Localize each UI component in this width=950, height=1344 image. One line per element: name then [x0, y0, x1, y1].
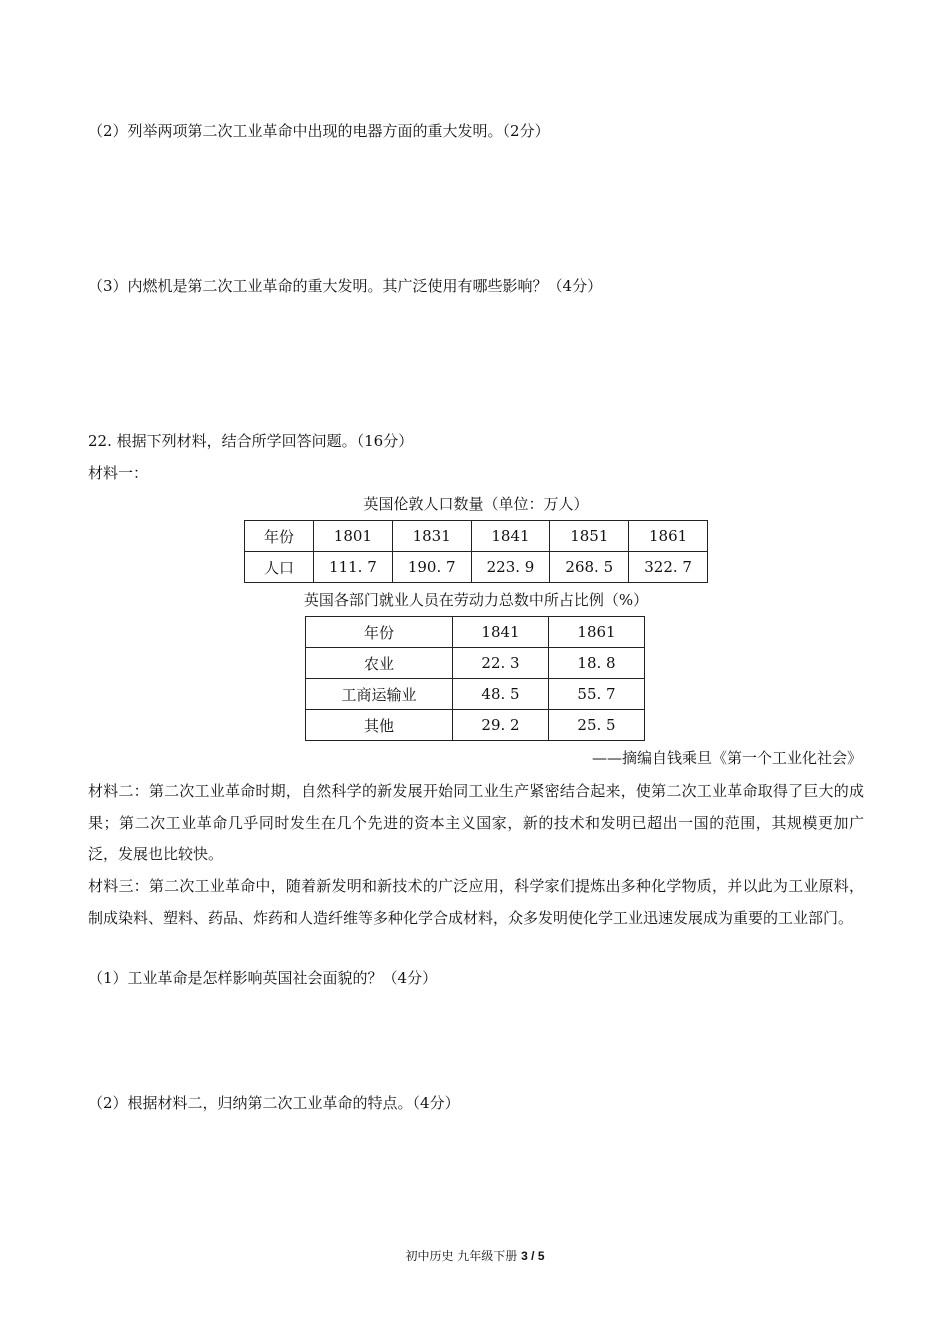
table-cell: 年份 [306, 617, 453, 648]
table-cell: 111. 7 [314, 552, 393, 583]
table-cell: 1861 [549, 617, 645, 648]
table-cell: 农业 [306, 648, 453, 679]
table-row [245, 552, 708, 583]
material-2-paragraph: 材料二：第二次工业革命时期，自然科学的新发展开始同工业生产紧密结合起来，使第二次工业革命取得了巨大的成果；第二次工业革命几乎同时发生在几个先进的资本主义国家，新的技术和发明已超出一国的范围，其规模更加广泛，发展也比较快。 [88, 782, 864, 863]
table-cell: 25. 5 [549, 710, 645, 741]
material-3-paragraph: 材料三：第二次工业革命中，随着新发明和新技术的广泛应用，科学家们提炼出多种化学物质，并以此为工业原料，制成染料、塑料、药品、炸药和人造纤维等多种化学合成材料，众多发明使化学工业迅速发展成为重要的工业部门。 [88, 877, 864, 927]
footer-label: 初中历史 九年级下册 [405, 1249, 518, 1263]
table-cell: 1851 [550, 521, 629, 552]
material-1-label: 材料一： [88, 464, 149, 482]
table-cell: 190. 7 [392, 552, 471, 583]
table-cell: 322. 7 [629, 552, 708, 583]
source-citation: ——摘编自钱乘旦《第一个工业化社会》 [591, 749, 862, 767]
table-cell: 22. 3 [453, 648, 549, 679]
table-cell: 其他 [306, 710, 453, 741]
question-22-heading: 22. 根据下列材料，结合所学回答问题。（16分） [88, 432, 414, 450]
table-2-title: 英国各部门就业人员在劳动力总数中所占比例（%） [303, 591, 649, 609]
employment-table [305, 616, 645, 741]
table-1-title: 英国伦敦人口数量（单位：万人） [363, 495, 589, 513]
table-cell: 人口 [245, 552, 314, 583]
table-cell: 1801 [314, 521, 393, 552]
table-cell: 29. 2 [453, 710, 549, 741]
table-cell: 18. 8 [549, 648, 645, 679]
table-row [306, 679, 645, 710]
table-cell: 223. 9 [471, 552, 550, 583]
table-row [306, 648, 645, 679]
question-21-2: （2）列举两项第二次工业革命中出现的电器方面的重大发明。（2分） [88, 122, 550, 140]
table-cell: 1831 [392, 521, 471, 552]
table-cell: 48. 5 [453, 679, 549, 710]
page-footer [0, 1247, 950, 1264]
page-number: 3 / 5 [521, 1249, 545, 1263]
table-cell: 1841 [471, 521, 550, 552]
table-row [306, 617, 645, 648]
question-22-1: （1）工业革命是怎样影响英国社会面貌的？（4分） [88, 969, 438, 987]
question-21-3: （3）内燃机是第二次工业革命的重大发明。其广泛使用有哪些影响？（4分） [88, 277, 603, 295]
population-table [244, 520, 708, 583]
table-cell: 1841 [453, 617, 549, 648]
table-cell: 年份 [245, 521, 314, 552]
table-cell: 268. 5 [550, 552, 629, 583]
table-cell: 1861 [629, 521, 708, 552]
table-cell: 55. 7 [549, 679, 645, 710]
table-row [245, 521, 708, 552]
table-row [306, 710, 645, 741]
table-cell: 工商运输业 [306, 679, 453, 710]
question-22-2: （2）根据材料二，归纳第二次工业革命的特点。（4分） [88, 1094, 460, 1112]
